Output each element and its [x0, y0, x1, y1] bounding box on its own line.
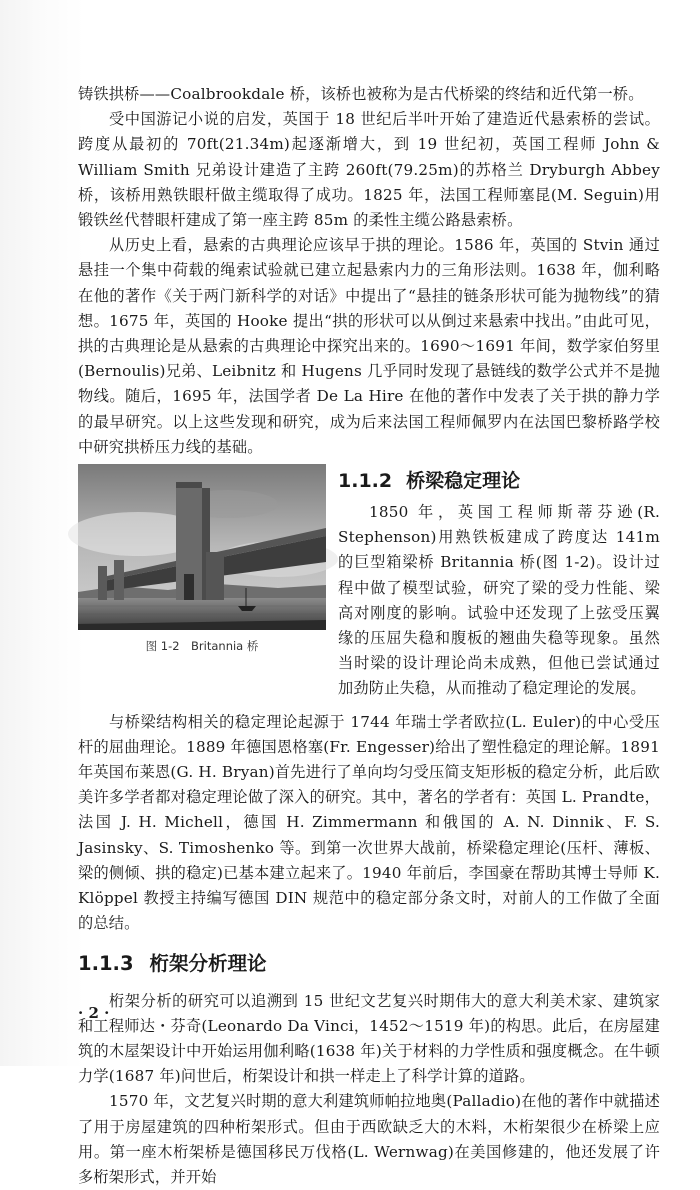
paragraph-palladio: 1570 年，文艺复兴时期的意大利建筑师帕拉地奥(Palladio)在他的著作中就描述了用于房屋建筑的四种桁架形式。但由于西欧缺乏大的木料，木桁架很少在桥梁上应用。第一座木桁架桥是德国移民万伐格(L. Wernwag)在美国修建的，他还发展了许多桁架形式，并开始	[78, 1092, 660, 1186]
page-content	[78, 82, 660, 1190]
page-number: · 2 ·	[78, 1004, 110, 1022]
figure-caption: 图 1-2 Britannia 桥	[145, 639, 259, 654]
section-1-1-2-side	[338, 464, 660, 702]
paragraph-classical-theory: 从历史上看，悬索的古典理论应该早于拱的理论。1586 年，英国的 Stvin 通过悬挂一个集中荷载的绳索试验就已建立起悬索内力的三角形法则。1638 年，伽利略在他的著作《关于两门新科学的对话》中提出了“悬挂的链条形状可能为抛物线”的猜想。1675 年，英国的 Hooke 提出“拱的形状可以从倒过来悬索中找出。”由此可见，拱的古典理论是从悬索的古典理论中探究出来的。1690～1691 年间，数学家伯努里(Bernoulis)兄弟、Leibnitz 和 Hugens 几乎同时发现了悬链线的数学公式并不是抛物线。随后，1695 年，法国学者 De La Hire 在他的著作中发表了关于拱的静力学的最早研究。以上这些发现和研究，成为后来法国工程师佩罗内在法国巴黎桥路学校中研究拱桥压力线的基础。	[78, 236, 660, 456]
paragraph-stephenson: 1850 年，英国工程师斯蒂芬逊(R. Stephenson)用熟铁板建成了跨度达 141m 的巨型箱梁桥 Britannia 桥(图 1-2)。设计过程中做了模型试验，研究了梁的受力性能、梁高对刚度的影响。试验中还发现了上弦受压翼缘的压屈失稳和腹板的翘曲失稳等现象。虽然当时梁的设计理论尚未成熟，但他已尝试通过加劲防止失稳，从而推动了稳定理论的发展。	[338, 503, 660, 698]
section-number: 1.1.2	[338, 470, 393, 493]
britannia-bridge-photo	[78, 464, 326, 630]
paragraph-suspension-bridges: 受中国游记小说的启发，英国于 18 世纪后半叶开始了建造近代悬索桥的尝试。跨度从最初的 70ft(21.34m)起逐渐增大，到 19 世纪初，英国工程师 John & William Smith 兄弟设计建造了主跨 260ft(79.25m)的苏格兰 Dryburgh Abbey 桥，该桥用熟铁眼杆做主缆取得了成功。1825 年，法国工程师塞昆(M. Seguin)用锻铁丝代替眼杆建成了第一座主跨 85m 的柔性主缆公路悬索桥。	[78, 110, 660, 230]
figure-and-section-row	[78, 464, 660, 702]
section-heading-1-1-3	[78, 949, 660, 979]
paragraph-truss-history: 桁架分析的研究可以追溯到 15 世纪文艺复兴时期伟大的意大利美术家、建筑家和工程师达・芬奇(Leonardo Da Vinci，1452～1519 年)的构思。此后，在房屋建筑的木屋架设计中开始运用伽利略(1638 年)关于材料的力学性质和强度概念。在牛顿力学(1687 年)问世后，桁架设计和拱一样走上了科学计算的道路。	[78, 991, 660, 1086]
paragraph-continuation: 铸铁拱桥——Coalbrookdale 桥，该桥也被称为是古代桥梁的终结和近代第一桥。	[78, 85, 644, 103]
section-title: 桥梁稳定理论	[406, 470, 521, 493]
section-heading-1-1-2	[338, 466, 660, 496]
section-number: 1.1.3	[78, 951, 134, 975]
figure-1-2	[78, 464, 326, 702]
section-title: 桁架分析理论	[149, 951, 267, 975]
paragraph-stability-theory: 与桥梁结构相关的稳定理论起源于 1744 年瑞士学者欧拉(L. Euler)的中心受压杆的屈曲理论。1889 年德国恩格塞(Fr. Engesser)给出了塑性稳定的理论解。1891 年英国布莱恩(G. H. Bryan)首先进行了单向均匀受压简支矩形板的稳定分析，此后欧美许多学者都对稳定理论做了深入的研究。其中，著名的学者有：英国 L. Prandte，法国 J. H. Michell，德国 H. Zimmermann 和俄国的 A. N. Dinnik、F. S. Jasinsky、S. Timoshenko 等。到第一次世界大战前，桥梁稳定理论(压杆、薄板、梁的侧倾、拱的稳定)已基本建立起来了。1940 年前后，李国豪在帮助其博士导师 K. Klöppel 教授主持编写德国 DIN 规范中的稳定部分条文时，对前人的工作做了全面的总结。	[78, 712, 660, 933]
